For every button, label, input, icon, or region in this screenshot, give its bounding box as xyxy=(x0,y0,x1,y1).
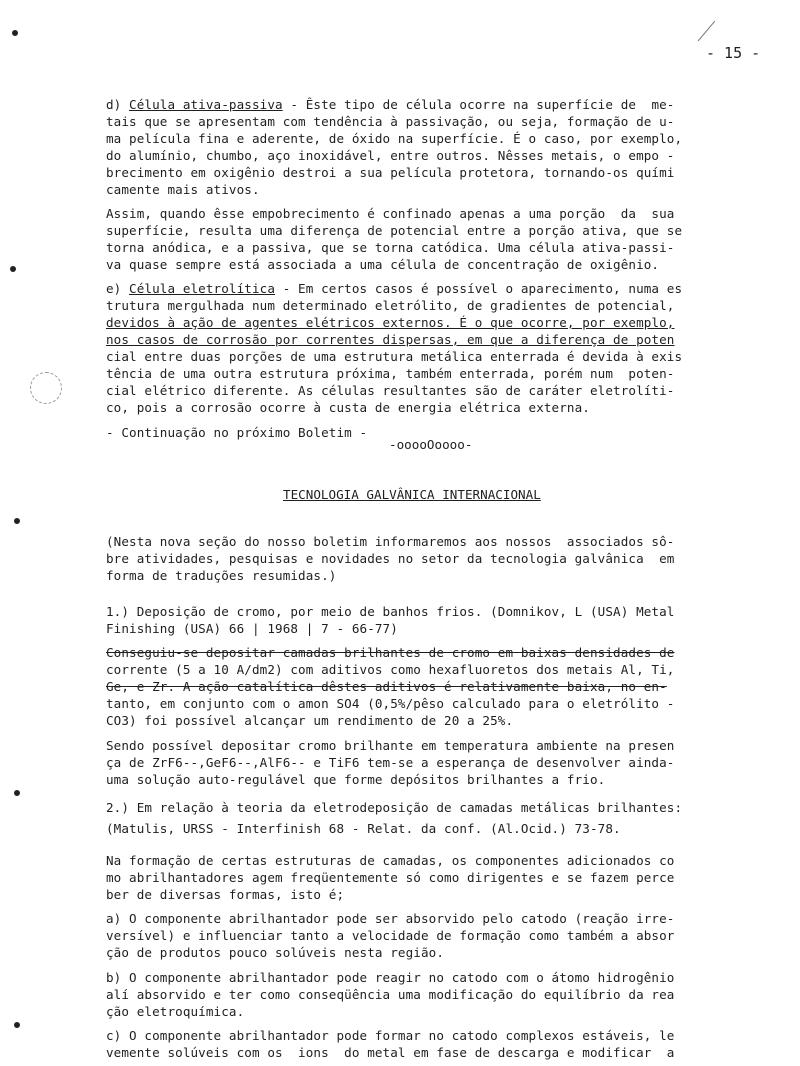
section-d-line: ma película fina e aderente, de óxido na superfície. É o caso, por exemplo, xyxy=(106,131,683,146)
item1-line: corrente (5 a 10 A/dm2) com aditivos como hexafluoretos dos metais Al, Ti, xyxy=(106,662,675,677)
paragraph-line: Assim, quando êsse empobrecimento é confinado apenas a uma porção da sua xyxy=(106,206,675,221)
section-e-line: devidos à ação de agentes elétricos externos. É o que ocorre, por exemplo, xyxy=(106,315,675,330)
section-e-line: cial elétrico diferente. As células resultantes são de caráter eletrolíti- xyxy=(106,383,675,398)
item2-c-line: vemente solúveis com os ions do metal em fase de descarga e modificar a xyxy=(106,1045,675,1060)
section-d-line: d) Célula ativa-passiva - Êste tipo de célula ocorre na superfície de me- xyxy=(106,97,675,112)
section-d-line: do alumínio, chumbo, aço inoxidável, entre outros. Nêsses metais, o empo - xyxy=(106,148,675,163)
binder-hole xyxy=(14,518,20,524)
section-e-line: e) Célula eletrolítica - Em certos casos é possível o aparecimento, numa es xyxy=(106,281,683,296)
section-d-line: tais que se apresentam com tendência à passivação, ou seja, formação de u- xyxy=(106,114,675,129)
continuation-note: - Continuação no próximo Boletim - xyxy=(106,425,368,440)
intro-line: (Nesta nova seção do nosso boletim informaremos aos nossos associados sô- xyxy=(106,534,675,549)
item1-heading: 1.) Deposição de cromo, por meio de banhos frios. (Domnikov, L (USA) Metal xyxy=(106,604,675,619)
item1-line: tanto, em conjunto com o amon SO4 (0,5%/pêso calculado para o eletrólito - xyxy=(106,696,675,711)
item2-b-line: alí absorvido e ter como conseqüência uma modificação do equilíbrio da rea xyxy=(106,987,675,1002)
item2-line: mo abrilhantadores agem freqüentemente só como dirigentes e se fazem perce xyxy=(106,870,675,885)
item2-line: Na formação de certas estruturas de camadas, os componentes adicionados co xyxy=(106,853,675,868)
item2-c-line: c) O componente abrilhantador pode formar no catodo complexos estáveis, le xyxy=(106,1028,675,1043)
item2-a-line: a) O componente abrilhantador pode ser absorvido pelo catodo (reação irre- xyxy=(106,911,675,926)
item1-line: ça de ZrF6--,GeF6--,AlF6-- e TiF6 tem-se a esperança de desenvolver ainda- xyxy=(106,755,675,770)
item2-a-line: versível) e influenciar tanto a velocidade de formação como também a absor xyxy=(106,928,675,943)
paragraph-line: va quase sempre está associada a uma célula de concentração de oxigênio. xyxy=(106,257,660,272)
separator: -ooooOoooo- xyxy=(389,437,473,452)
pencil-mark xyxy=(698,21,715,42)
item2-b-line: ção eletroquímica. xyxy=(106,1004,245,1019)
item1-line: Sendo possível depositar cromo brilhante em temperatura ambiente na presen xyxy=(106,738,675,753)
section-e-line: co, pois a corrosão ocorre à custa de energia elétrica externa. xyxy=(106,400,590,415)
intro-line: forma de traduções resumidas.) xyxy=(106,568,337,583)
section-e-line: tência de uma outra estrutura próxima, também enterrada, porém num poten- xyxy=(106,366,675,381)
section-d-line: brecimento em oxigênio destroi a sua película protetora, tornando-os quími xyxy=(106,165,675,180)
section-e-line: nos casos de corrosão por correntes dispersas, em que a diferença de poten xyxy=(106,332,675,347)
intro-line: bre atividades, pesquisas e novidades no setor da tecnologia galvânica em xyxy=(106,551,675,566)
section-d-line: camente mais ativos. xyxy=(106,182,260,197)
item2-heading: 2.) Em relação à teoria da eletrodeposição de camadas metálicas brilhantes: xyxy=(106,800,683,815)
item1-line: CO3) foi possível alcançar um rendimento de 20 a 25%. xyxy=(106,713,514,728)
section-e-line: cial entre duas porções de uma estrutura metálica enterrada é devida à exis xyxy=(106,349,683,364)
binder-hole xyxy=(10,266,16,272)
item1-heading: Finishing (USA) 66 | 1968 | 7 - 66-77) xyxy=(106,621,398,636)
punch-ring-mark xyxy=(30,372,62,404)
item2-a-line: ção de produtos pouco solúveis nesta região. xyxy=(106,945,445,960)
paragraph-line: torna anódica, e a passiva, que se torna catódica. Uma célula ativa-passi- xyxy=(106,240,675,255)
page-number: - 15 - xyxy=(706,44,761,62)
binder-hole xyxy=(12,30,18,36)
binder-hole xyxy=(14,1022,20,1028)
item1-line: Ge, e Zr. A ação catalítica dêstes aditivos é relativamente baixa, no en- xyxy=(106,679,667,694)
paragraph-line: superfície, resulta uma diferença de potencial entre a porção ativa, que se xyxy=(106,223,683,238)
item2-b-line: b) O componente abrilhantador pode reagir no catodo com o átomo hidrogênio xyxy=(106,970,675,985)
item1-line: uma solução auto-regulável que forme depósitos brilhantes a frio. xyxy=(106,772,606,787)
item1-line: Conseguiu-se depositar camadas brilhantes de cromo em baixas densidades de xyxy=(106,645,675,660)
section-title: TECNOLOGIA GALVÂNICA INTERNACIONAL xyxy=(283,487,541,502)
binder-hole xyxy=(14,790,20,796)
item2-line: ber de diversas formas, isto é; xyxy=(106,887,345,902)
section-e-line: trutura mergulhada num determinado eletrólito, de gradientes de potencial, xyxy=(106,298,675,313)
item2-heading: (Matulis, URSS - Interfinish 68 - Relat. da conf. (Al.Ocid.) 73-78. xyxy=(106,821,621,836)
